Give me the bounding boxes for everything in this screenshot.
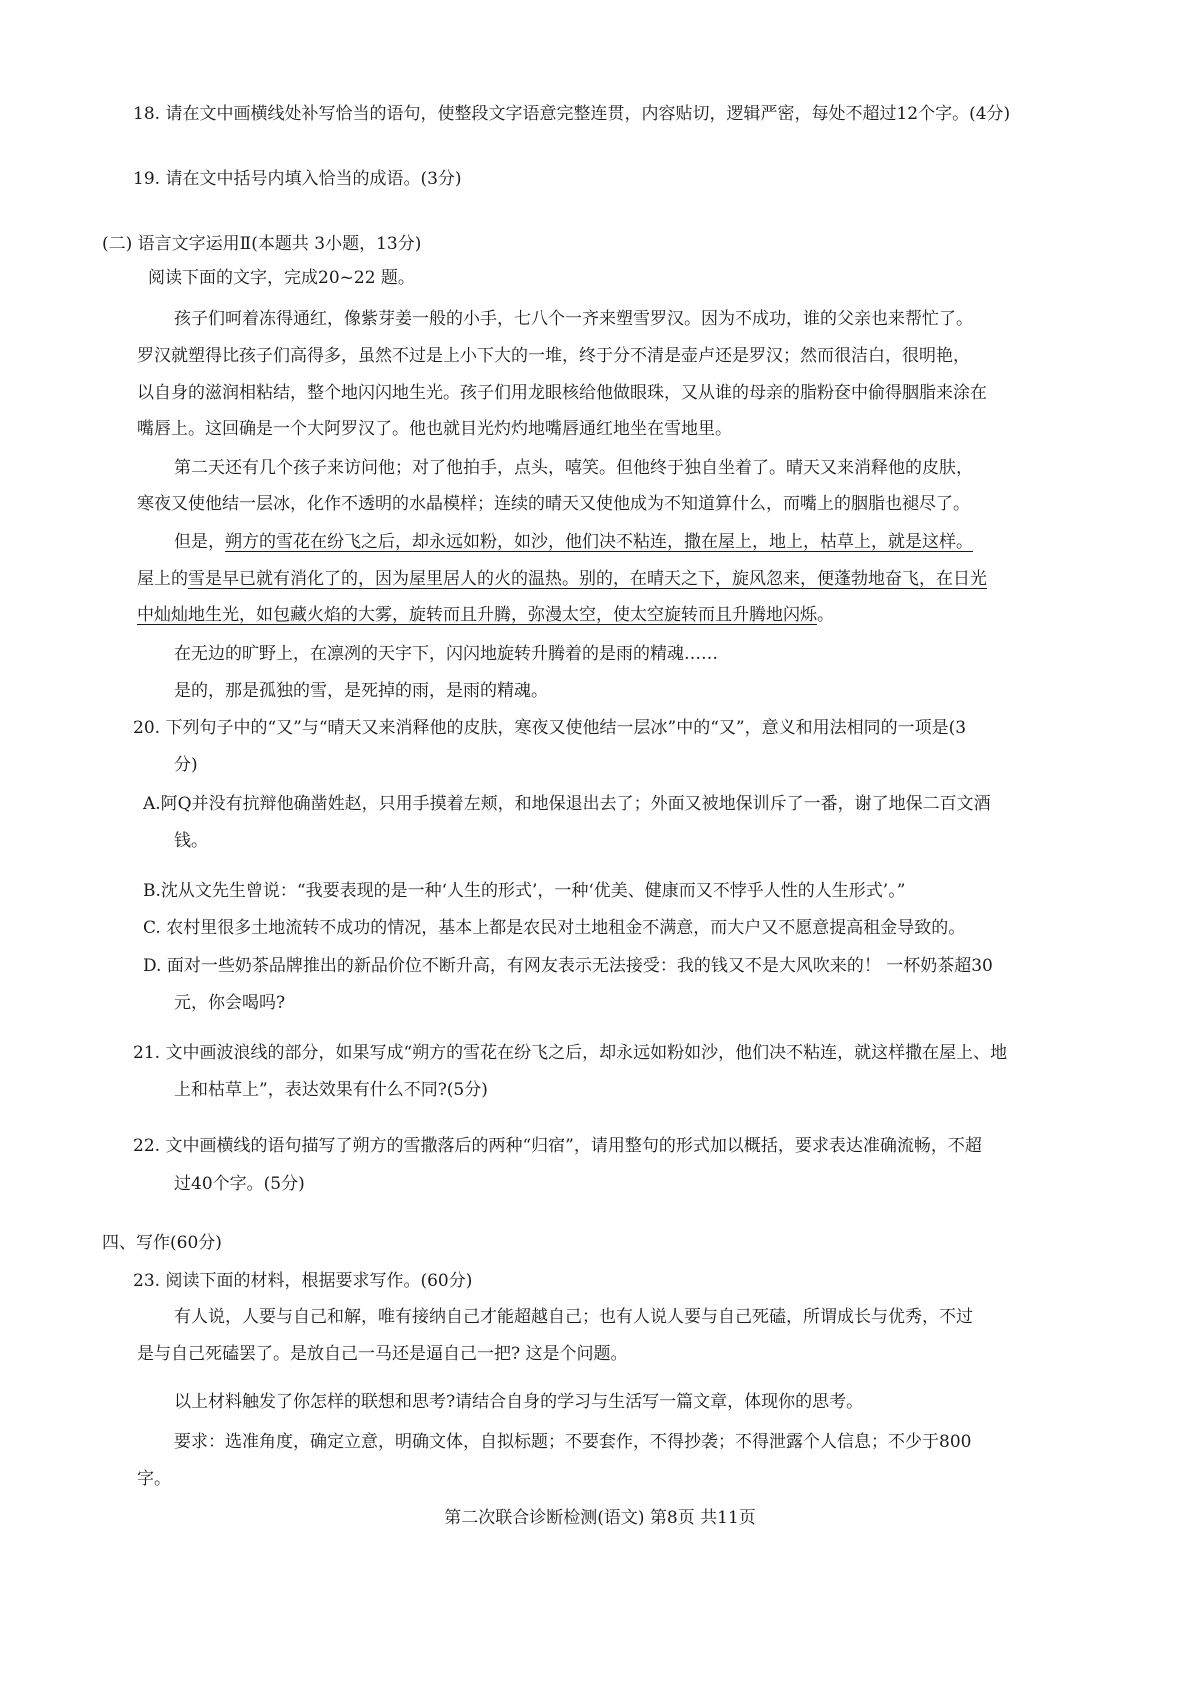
passage-line: 嘴唇上。这回确是一个大阿罗汉了。他也就目光灼灼地嘴唇通红地坐在雪地里。 [137, 419, 732, 439]
option-b: B.沈从文先生曾说：“我要表现的是一种‘人生的形式’，一种‘优美、健康而又不悖乎人性的人生形式’。” [143, 881, 906, 901]
question-21-cont: 上和枯草上”，表达效果有什么不同?(5分) [174, 1080, 488, 1100]
wavy-underlined-text: 朔方的雪花在纷飞之后，却永远如粉，如沙，他们决不粘连，撒在屋上，地上，枯草上，就是这样。 [225, 532, 973, 552]
question-21: 21. 文中画波浪线的部分，如果写成“朔方的雪花在纷飞之后，却永远如粉如沙，他们决不粘连，就这样撒在屋上、地 [133, 1043, 1008, 1063]
section-heading-language-use-2: (二) 语言文字运用Ⅱ(本题共 3小题，13分) [102, 234, 422, 254]
passage-line-wavy [174, 534, 973, 551]
option-d-cont: 元，你会喝吗? [174, 993, 286, 1013]
underlined-text: 雪是早已就有消化了的，因为屋里居人的火的温热。别的，在晴天之下，旋风忽来，便蓬勃地奋飞，在日光 [188, 569, 987, 589]
passage-line: 第二天还有几个孩子来访问他；对了他拍手，点头，嘻笑。但他终于独自坐着了。晴天又来消释他的皮肤， [174, 458, 973, 478]
question-22-cont: 过40个字。(5分) [174, 1174, 305, 1194]
section-heading-writing: 四、写作(60分) [102, 1233, 222, 1253]
material-line: 有人说，人要与自己和解，唯有接纳自己才能超越自己；也有人说人要与自己死磕，所谓成长与优秀，不过 [174, 1307, 973, 1327]
page-footer: 第二次联合诊断检测(语文) 第8页 共11页 [444, 1508, 756, 1528]
passage-line: 在无边的旷野上，在凛冽的天宇下，闪闪地旋转升腾着的是雨的精魂…… [174, 644, 718, 664]
passage-line: 以自身的滋润相粘结，整个地闪闪地生光。孩子们用龙眼核给他做眼珠，又从谁的母亲的脂粉奁中偷得胭脂来涂在 [137, 383, 987, 403]
reading-instruction: 阅读下面的文字，完成20~22 题。 [148, 268, 415, 288]
passage-line-underlined [137, 607, 834, 624]
writing-requirements-cont: 字。 [137, 1469, 171, 1489]
passage-line-underlined [137, 571, 987, 588]
passage-text: 。 [817, 605, 834, 625]
passage-line: 罗汉就塑得比孩子们高得多，虽然不过是上小下大的一堆，终于分不清是壶卢还是罗汉；然而很洁白，很明艳， [137, 346, 970, 366]
option-d: D. 面对一些奶茶品牌推出的新品价位不断升高，有网友表示无法接受：我的钱又不是大风吹来的！ 一杯奶茶超30 [143, 956, 993, 976]
material-line: 是与自己死磕罢了。是放自己一马还是逼自己一把? 这是个问题。 [137, 1344, 628, 1364]
question-20-stem-cont: 分) [174, 755, 198, 775]
underlined-text: 中灿灿地生光，如包藏火焰的大雾，旋转而且升腾，弥漫太空，使太空旋转而且升腾地闪烁 [137, 605, 817, 625]
question-19: 19. 请在文中括号内填入恰当的成语。(3分) [133, 169, 462, 189]
question-20-stem: 20. 下列句子中的“又”与“晴天又来消释他的皮肤，寒夜又使他结一层冰”中的“又”，意义和用法相同的一项是(3 [133, 718, 967, 738]
question-18: 18. 请在文中画横线处补写恰当的语句，使整段文字语意完整连贯，内容贴切，逻辑严密，每处不超过12个字。(4分) [133, 104, 1011, 124]
passage-text: 但是， [174, 532, 225, 552]
passage-text: 屋上的 [137, 569, 188, 589]
writing-prompt: 以上材料触发了你怎样的联想和思考?请结合自身的学习与生活写一篇文章，体现你的思考。 [174, 1392, 864, 1412]
passage-line: 孩子们呵着冻得通红，像紫芽姜一般的小手，七八个一齐来塑雪罗汉。因为不成功，谁的父亲也来帮忙了。 [174, 309, 973, 329]
option-c: C. 农村里很多土地流转不成功的情况，基本上都是农民对土地租金不满意，而大户又不愿意提高租金导致的。 [143, 918, 966, 938]
question-23: 23. 阅读下面的材料，根据要求写作。(60分) [133, 1271, 473, 1291]
passage-line: 寒夜又使他结一层冰，化作不透明的水晶模样；连续的晴天又使他成为不知道算什么，而嘴上的胭脂也褪尽了。 [137, 494, 970, 514]
writing-requirements: 要求：选准角度，确定立意，明确文体，自拟标题；不要套作，不得抄袭；不得泄露个人信息；不少于800 [174, 1432, 972, 1452]
passage-line: 是的，那是孤独的雪，是死掉的雨，是雨的精魂。 [174, 681, 548, 701]
question-22: 22. 文中画横线的语句描写了朔方的雪撒落后的两种“归宿”，请用整句的形式加以概括，要求表达准确流畅，不超 [133, 1136, 982, 1156]
option-a-cont: 钱。 [174, 831, 208, 851]
option-a: A.阿Q并没有抗辩他确凿姓赵，只用手摸着左颊，和地保退出去了；外面又被地保训斥了一番，谢了地保二百文酒 [143, 794, 991, 814]
